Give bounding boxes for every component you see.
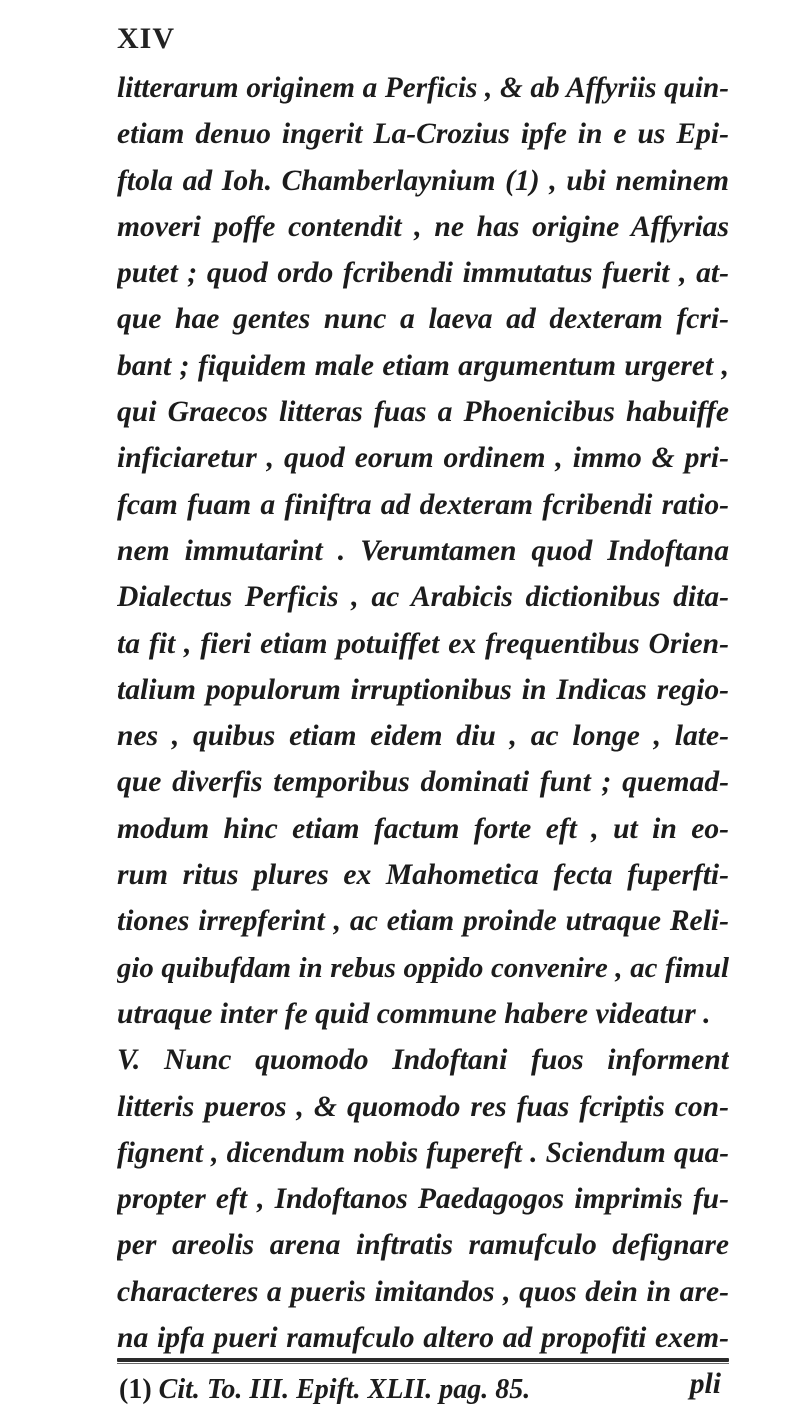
text-line-27: characteres a pueris imitandos , quos dein in are-	[117, 1275, 729, 1308]
text-line-1: litterarum originem a Perficis , & ab Affyriis quin-	[117, 72, 729, 104]
text-line-4: moveri poffe contendit , ne has origine Affyrias	[117, 210, 729, 243]
text-line-22: V. Nunc quomodo Indoftani fuos informent	[117, 1044, 729, 1077]
text-line-18: rum ritus plures ex Mahometica fecta fuperfti-	[117, 859, 729, 892]
text-line-7: bant ; fiquidem male etiam argumentum urgeret ,	[117, 349, 729, 382]
footnote-mark: (1)	[119, 1374, 152, 1405]
text-line-12: Dialectus Perficis , ac Arabicis dictionibus dita-	[117, 581, 729, 614]
text-line-6: que hae gentes nunc a laeva ad dexteram fcri-	[117, 303, 729, 336]
catchword: pli	[689, 1368, 721, 1401]
text-line-8: qui Graecos litteras fuas a Phoenicibus habuiffe	[117, 396, 729, 429]
text-line-11: nem immutarint . Verumtamen quod Indoftana	[117, 534, 729, 567]
page-number: XIV	[117, 22, 176, 55]
text-line-19: tiones irrepferint , ac etiam proinde utraque Reli-	[117, 905, 729, 938]
text-line-13: ta fit , fieri etiam potuiffet ex frequentibus Orien-	[117, 627, 729, 660]
main-text-block	[117, 65, 729, 1408]
text-line-5: putet ; quod ordo fcribendi immutatus fuerit , at-	[117, 257, 729, 290]
text-line-16: que diverfis temporibus dominati funt ; quemad-	[117, 766, 729, 799]
text-line-15: nes , quibus etiam eidem diu , ac longe , late-	[117, 720, 729, 753]
text-line-26: per areolis arena inftratis ramufculo defignare	[117, 1229, 729, 1262]
text-line-2: etiam denuo ingerit La-Crozius ipfe in e us Epi-	[117, 118, 729, 151]
text-line-24: fignent , dicendum nobis fupereft . Sciendum qua-	[117, 1136, 729, 1169]
text-line-10: fcam fuam a finiftra ad dexteram fcribendi ratio-	[117, 488, 729, 521]
text-line-23: litteris pueros , & quomodo res fuas fcriptis con-	[117, 1090, 729, 1123]
footnote-text: Cit. To. III. Epift. XLII. pag. 85.	[158, 1374, 531, 1405]
footnote-rule	[117, 1358, 729, 1362]
text-line-17: modum hinc etiam factum forte eft , ut in eo-	[117, 812, 729, 845]
text-line-21: utraque inter fe quid commune habere videatur .	[117, 997, 711, 1030]
text-line-28: na ipfa pueri ramufculo altero ad propofiti exem-	[117, 1322, 729, 1355]
text-line-25: propter eft , Indoftanos Paedagogos imprimis fu-	[117, 1183, 729, 1216]
footnote-rule-thin	[117, 1363, 729, 1364]
text-line-3: ftola ad Ioh. Chamberlaynium (1) , ubi neminem	[117, 164, 729, 197]
text-line-9: inficiaretur , quod eorum ordinem , immo & pri-	[117, 442, 729, 475]
text-line-20: gio quibufdam in rebus oppido convenire , ac fimul	[117, 951, 729, 984]
text-line-14: talium populorum irruptionibus in Indicas regio-	[117, 673, 729, 706]
footnote	[119, 1372, 731, 1408]
